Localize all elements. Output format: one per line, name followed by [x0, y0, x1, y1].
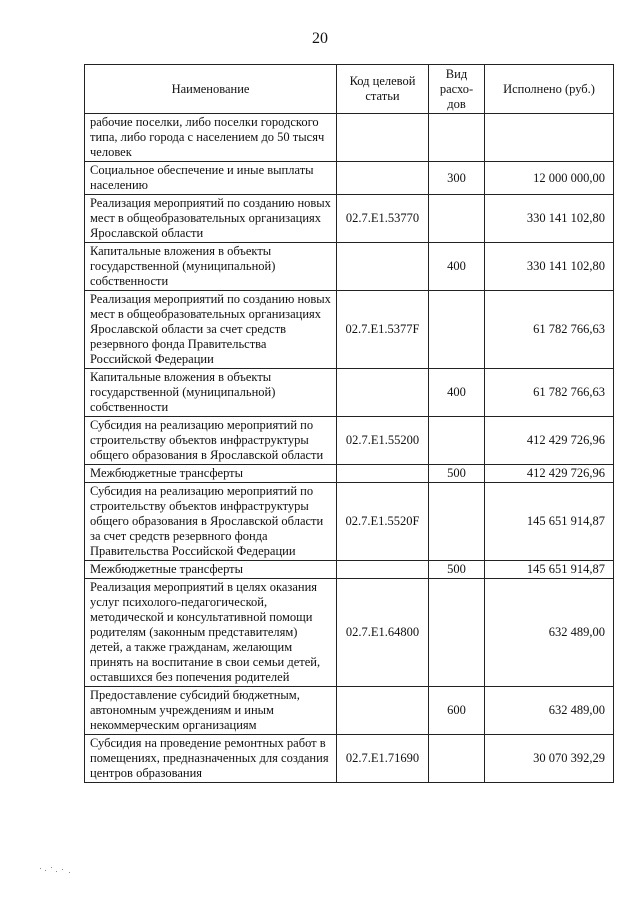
row-type — [429, 417, 485, 465]
row-type — [429, 291, 485, 369]
row-type: 500 — [429, 561, 485, 579]
row-amount: 330 141 102,80 — [485, 195, 614, 243]
header-code: Код целевой статьи — [337, 65, 429, 114]
table-header-row — [85, 65, 614, 114]
table-row — [85, 369, 614, 417]
row-type: 300 — [429, 162, 485, 195]
row-name: Субсидия на реализацию мероприятий по строительству объектов инфраструктуры общего образования в Ярославской области за счет средств резервного фонда Правительства Российской Федерации — [85, 483, 337, 561]
row-amount: 145 651 914,87 — [485, 561, 614, 579]
row-type — [429, 483, 485, 561]
row-code — [337, 114, 429, 162]
table-row — [85, 162, 614, 195]
row-type — [429, 579, 485, 687]
row-amount: 412 429 726,96 — [485, 417, 614, 465]
row-type — [429, 114, 485, 162]
row-name: Капитальные вложения в объекты государственной (муниципальной) собственности — [85, 243, 337, 291]
row-amount: 632 489,00 — [485, 579, 614, 687]
row-type: 400 — [429, 243, 485, 291]
row-name: Реализация мероприятий по созданию новых мест в общеобразовательных организациях Ярославской области — [85, 195, 337, 243]
table-row — [85, 291, 614, 369]
row-code: 02.7.E1.55200 — [337, 417, 429, 465]
row-code — [337, 162, 429, 195]
row-amount: 330 141 102,80 — [485, 243, 614, 291]
header-name: Наименование — [85, 65, 337, 114]
row-name: Предоставление субсидий бюджетным, автономным учреждениям и иным некоммерческим организациям — [85, 687, 337, 735]
row-code — [337, 561, 429, 579]
header-amount: Исполнено (руб.) — [485, 65, 614, 114]
table-row — [85, 561, 614, 579]
row-type: 500 — [429, 465, 485, 483]
row-type: 400 — [429, 369, 485, 417]
row-amount: 12 000 000,00 — [485, 162, 614, 195]
row-code — [337, 243, 429, 291]
table-row — [85, 243, 614, 291]
row-amount — [485, 114, 614, 162]
row-type — [429, 195, 485, 243]
row-code: 02.7.E1.5377F — [337, 291, 429, 369]
row-name: Межбюджетные трансферты — [85, 465, 337, 483]
row-code: 02.7.E1.64800 — [337, 579, 429, 687]
row-name: Реализация мероприятий по созданию новых мест в общеобразовательных организациях Ярославской области за счет средств резервного фонда Правительства Российской Федерации — [85, 291, 337, 369]
row-amount: 412 429 726,96 — [485, 465, 614, 483]
row-name: Реализация мероприятий в целях оказания услуг психолого-педагогической, методической и консультативной помощи родителям (законным представителям) детей, а также гражданам, желающим принять на воспитание в свои семьи детей, оставшихся без попечения родителей — [85, 579, 337, 687]
table-row — [85, 465, 614, 483]
page-number: 20 — [312, 30, 328, 47]
row-amount: 61 782 766,63 — [485, 291, 614, 369]
row-amount: 632 489,00 — [485, 687, 614, 735]
table-row — [85, 579, 614, 687]
table-row — [85, 195, 614, 243]
row-code: 02.7.E1.71690 — [337, 735, 429, 783]
row-code: 02.7.E1.53770 — [337, 195, 429, 243]
row-code — [337, 687, 429, 735]
table-row — [85, 735, 614, 783]
row-amount: 30 070 392,29 — [485, 735, 614, 783]
budget-table — [84, 64, 614, 783]
row-code: 02.7.E1.5520F — [337, 483, 429, 561]
row-code — [337, 369, 429, 417]
scan-artifact — [40, 866, 80, 876]
row-name: Капитальные вложения в объекты государственной (муниципальной) собственности — [85, 369, 337, 417]
table-row — [85, 687, 614, 735]
table-row — [85, 417, 614, 465]
row-amount: 145 651 914,87 — [485, 483, 614, 561]
row-type — [429, 735, 485, 783]
row-name: Социальное обеспечение и иные выплаты населению — [85, 162, 337, 195]
row-type: 600 — [429, 687, 485, 735]
row-name: рабочие поселки, либо поселки городского типа, либо города с населением до 50 тысяч человек — [85, 114, 337, 162]
header-type: Вид расхо-дов — [429, 65, 485, 114]
row-code — [337, 465, 429, 483]
table-row — [85, 483, 614, 561]
row-name: Субсидия на реализацию мероприятий по строительству объектов инфраструктуры общего образования в Ярославской области — [85, 417, 337, 465]
row-amount: 61 782 766,63 — [485, 369, 614, 417]
table-row — [85, 114, 614, 162]
row-name: Субсидия на проведение ремонтных работ в помещениях, предназначенных для создания центров образования — [85, 735, 337, 783]
row-name: Межбюджетные трансферты — [85, 561, 337, 579]
